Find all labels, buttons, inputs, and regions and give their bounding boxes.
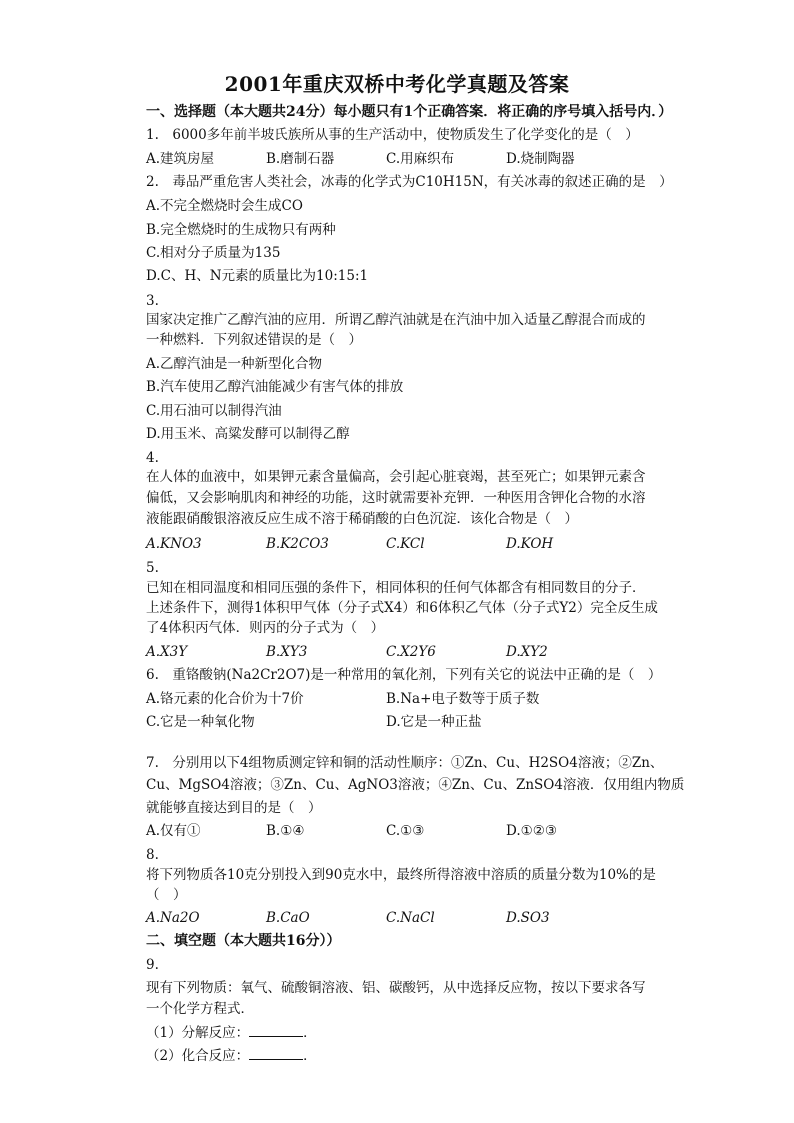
q5-stem-line-3: 了4体积丙气体．则丙的分子式为（ ）	[146, 620, 385, 636]
q2-option-c: C.相对分子质量为135	[146, 245, 281, 261]
section1-heading: 一、选择题（本大题共24分）每小题只有1个正确答案．将正确的序号填入括号内．）	[146, 104, 673, 120]
q1-option-c: C.用麻织布	[386, 151, 455, 167]
q7-option-d: D.①②③	[506, 823, 557, 839]
q2-option-d: D.C、H、N元素的质量比为10:15:1	[146, 268, 369, 284]
q4-stem-line-2: 偏低，又会影响肌肉和神经的功能，这时就需要补充钾．一种医用含钾化合物的水溶	[146, 490, 646, 506]
q6-option-d: D.它是一种正盐	[386, 714, 482, 730]
q9-item-1-end: ．	[303, 1025, 317, 1041]
q3-option-b: B.汽车使用乙醇汽油能减少有害气体的排放	[146, 379, 404, 395]
q8-number: 8.	[146, 847, 159, 863]
q8-option-d: D.SO3	[506, 910, 550, 926]
q1-option-d: D.烧制陶器	[506, 151, 575, 167]
q9-item-2-blank[interactable]	[249, 1046, 303, 1060]
q1-stem: 1. 6000多年前半坡氏族所从事的生产活动中，使物质发生了化学变化的是（ ）	[146, 127, 639, 143]
q4-option-d: D.KOH	[506, 536, 554, 552]
q4-option-c: C.KCl	[386, 536, 425, 552]
q9-item-1-label: （1）分解反应：	[146, 1025, 250, 1041]
q6-option-b: B.Na+电子数等于质子数	[386, 691, 540, 707]
q4-number: 4.	[146, 450, 159, 466]
q9-stem-line-2: 一个化学方程式．	[146, 1001, 254, 1017]
q5-option-c: C.X2Y6	[386, 644, 436, 660]
q7-stem-line-1: 7. 分别用以下4组物质测定锌和铜的活动性顺序：①Zn、Cu、H2SO4溶液；②Zn、	[146, 755, 664, 771]
q6-option-c: C.它是一种氧化物	[146, 714, 255, 730]
q5-option-d: D.XY2	[506, 644, 548, 660]
q8-option-b: B.CaO	[266, 910, 310, 926]
q4-option-b: B.K2CO3	[266, 536, 329, 552]
q2-option-a: A.不完全燃烧时会生成CO	[146, 198, 303, 214]
q9-item-1-blank[interactable]	[249, 1023, 303, 1037]
q4-stem-line-1: 在人体的血液中，如果钾元素含量偏高，会引起心脏衰竭，甚至死亡；如果钾元素含	[146, 469, 646, 485]
q5-number: 5.	[146, 560, 159, 576]
q7-option-a: A.仅有①	[146, 823, 201, 839]
q9-stem-line-1: 现有下列物质：氧气、硫酸铜溶液、铝、碳酸钙，从中选择反应物，按以下要求各写	[146, 980, 646, 996]
q3-option-d: D.用玉米、高粱发酵可以制得乙醇	[146, 426, 350, 442]
q8-option-c: C.NaCl	[386, 910, 435, 926]
q7-stem-line-2: Cu、MgSO4溶液；③Zn、Cu、AgNO3溶液；④Zn、Cu、ZnSO4溶液．仅用组内物质	[146, 777, 685, 793]
q7-option-c: C.①③	[386, 823, 425, 839]
q1-option-b: B.磨制石器	[266, 151, 335, 167]
q7-stem-line-3: 就能够直接达到目的是（ ）	[146, 800, 322, 816]
q1-option-a: A.建筑房屋	[146, 151, 215, 167]
section2-heading: 二、填空题（本大题共16分））	[146, 933, 341, 949]
q9-item-2-label: （2）化合反应：	[146, 1048, 250, 1064]
q5-stem-line-1: 已知在相同温度和相同压强的条件下，相同体积的任何气体都含有相同数目的分子．	[146, 580, 646, 596]
q2-stem: 2. 毒品严重危害人类社会，冰毒的化学式为C10H15N，有关冰毒的叙述正确的是 ）	[146, 174, 673, 190]
q3-option-a: A.乙醇汽油是一种新型化合物	[146, 356, 323, 372]
q3-stem-line-2: 一种燃料．下列叙述错误的是（ ）	[146, 332, 362, 348]
q8-stem-line-1: 将下列物质各10克分别投入到90克水中，最终所得溶液中溶质的质量分数为10%的是	[146, 867, 656, 883]
q7-option-b: B.①④	[266, 823, 305, 839]
q9-item-1	[146, 1023, 317, 1042]
q5-option-b: B.XY3	[266, 644, 308, 660]
q3-stem-line-1: 国家决定推广乙醇汽油的应用．所谓乙醇汽油就是在汽油中加入适量乙醇混合而成的	[146, 312, 646, 328]
q6-stem: 6. 重铬酸钠(Na2Cr2O7)是一种常用的氧化剂，下列有关它的说法中正确的是（ ）	[146, 667, 662, 683]
q5-stem-line-2: 上述条件下，测得1体积甲气体（分子式X4）和6体积乙气体（分子式Y2）完全反生成	[146, 600, 658, 616]
q3-option-c: C.用石油可以制得汽油	[146, 403, 282, 419]
q5-option-a: A.X3Y	[146, 644, 188, 660]
q6-option-a: A.铬元素的化合价为十7价	[146, 691, 304, 707]
q2-option-b: B.完全燃烧时的生成物只有两种	[146, 222, 336, 238]
q8-option-a: A.Na2O	[146, 910, 200, 926]
q3-number: 3.	[146, 293, 159, 309]
q9-number: 9.	[146, 957, 159, 973]
q9-item-2	[146, 1046, 317, 1065]
q4-option-a: A.KNO3	[146, 536, 202, 552]
q4-stem-line-3: 液能跟硝酸银溶液反应生成不溶于稀硝酸的白色沉淀．该化合物是（ ）	[146, 511, 578, 527]
q8-stem-line-2: （ ）	[146, 887, 187, 903]
q9-item-2-end: ．	[303, 1048, 317, 1064]
page-title: 2001年重庆双桥中考化学真题及答案	[224, 72, 570, 96]
